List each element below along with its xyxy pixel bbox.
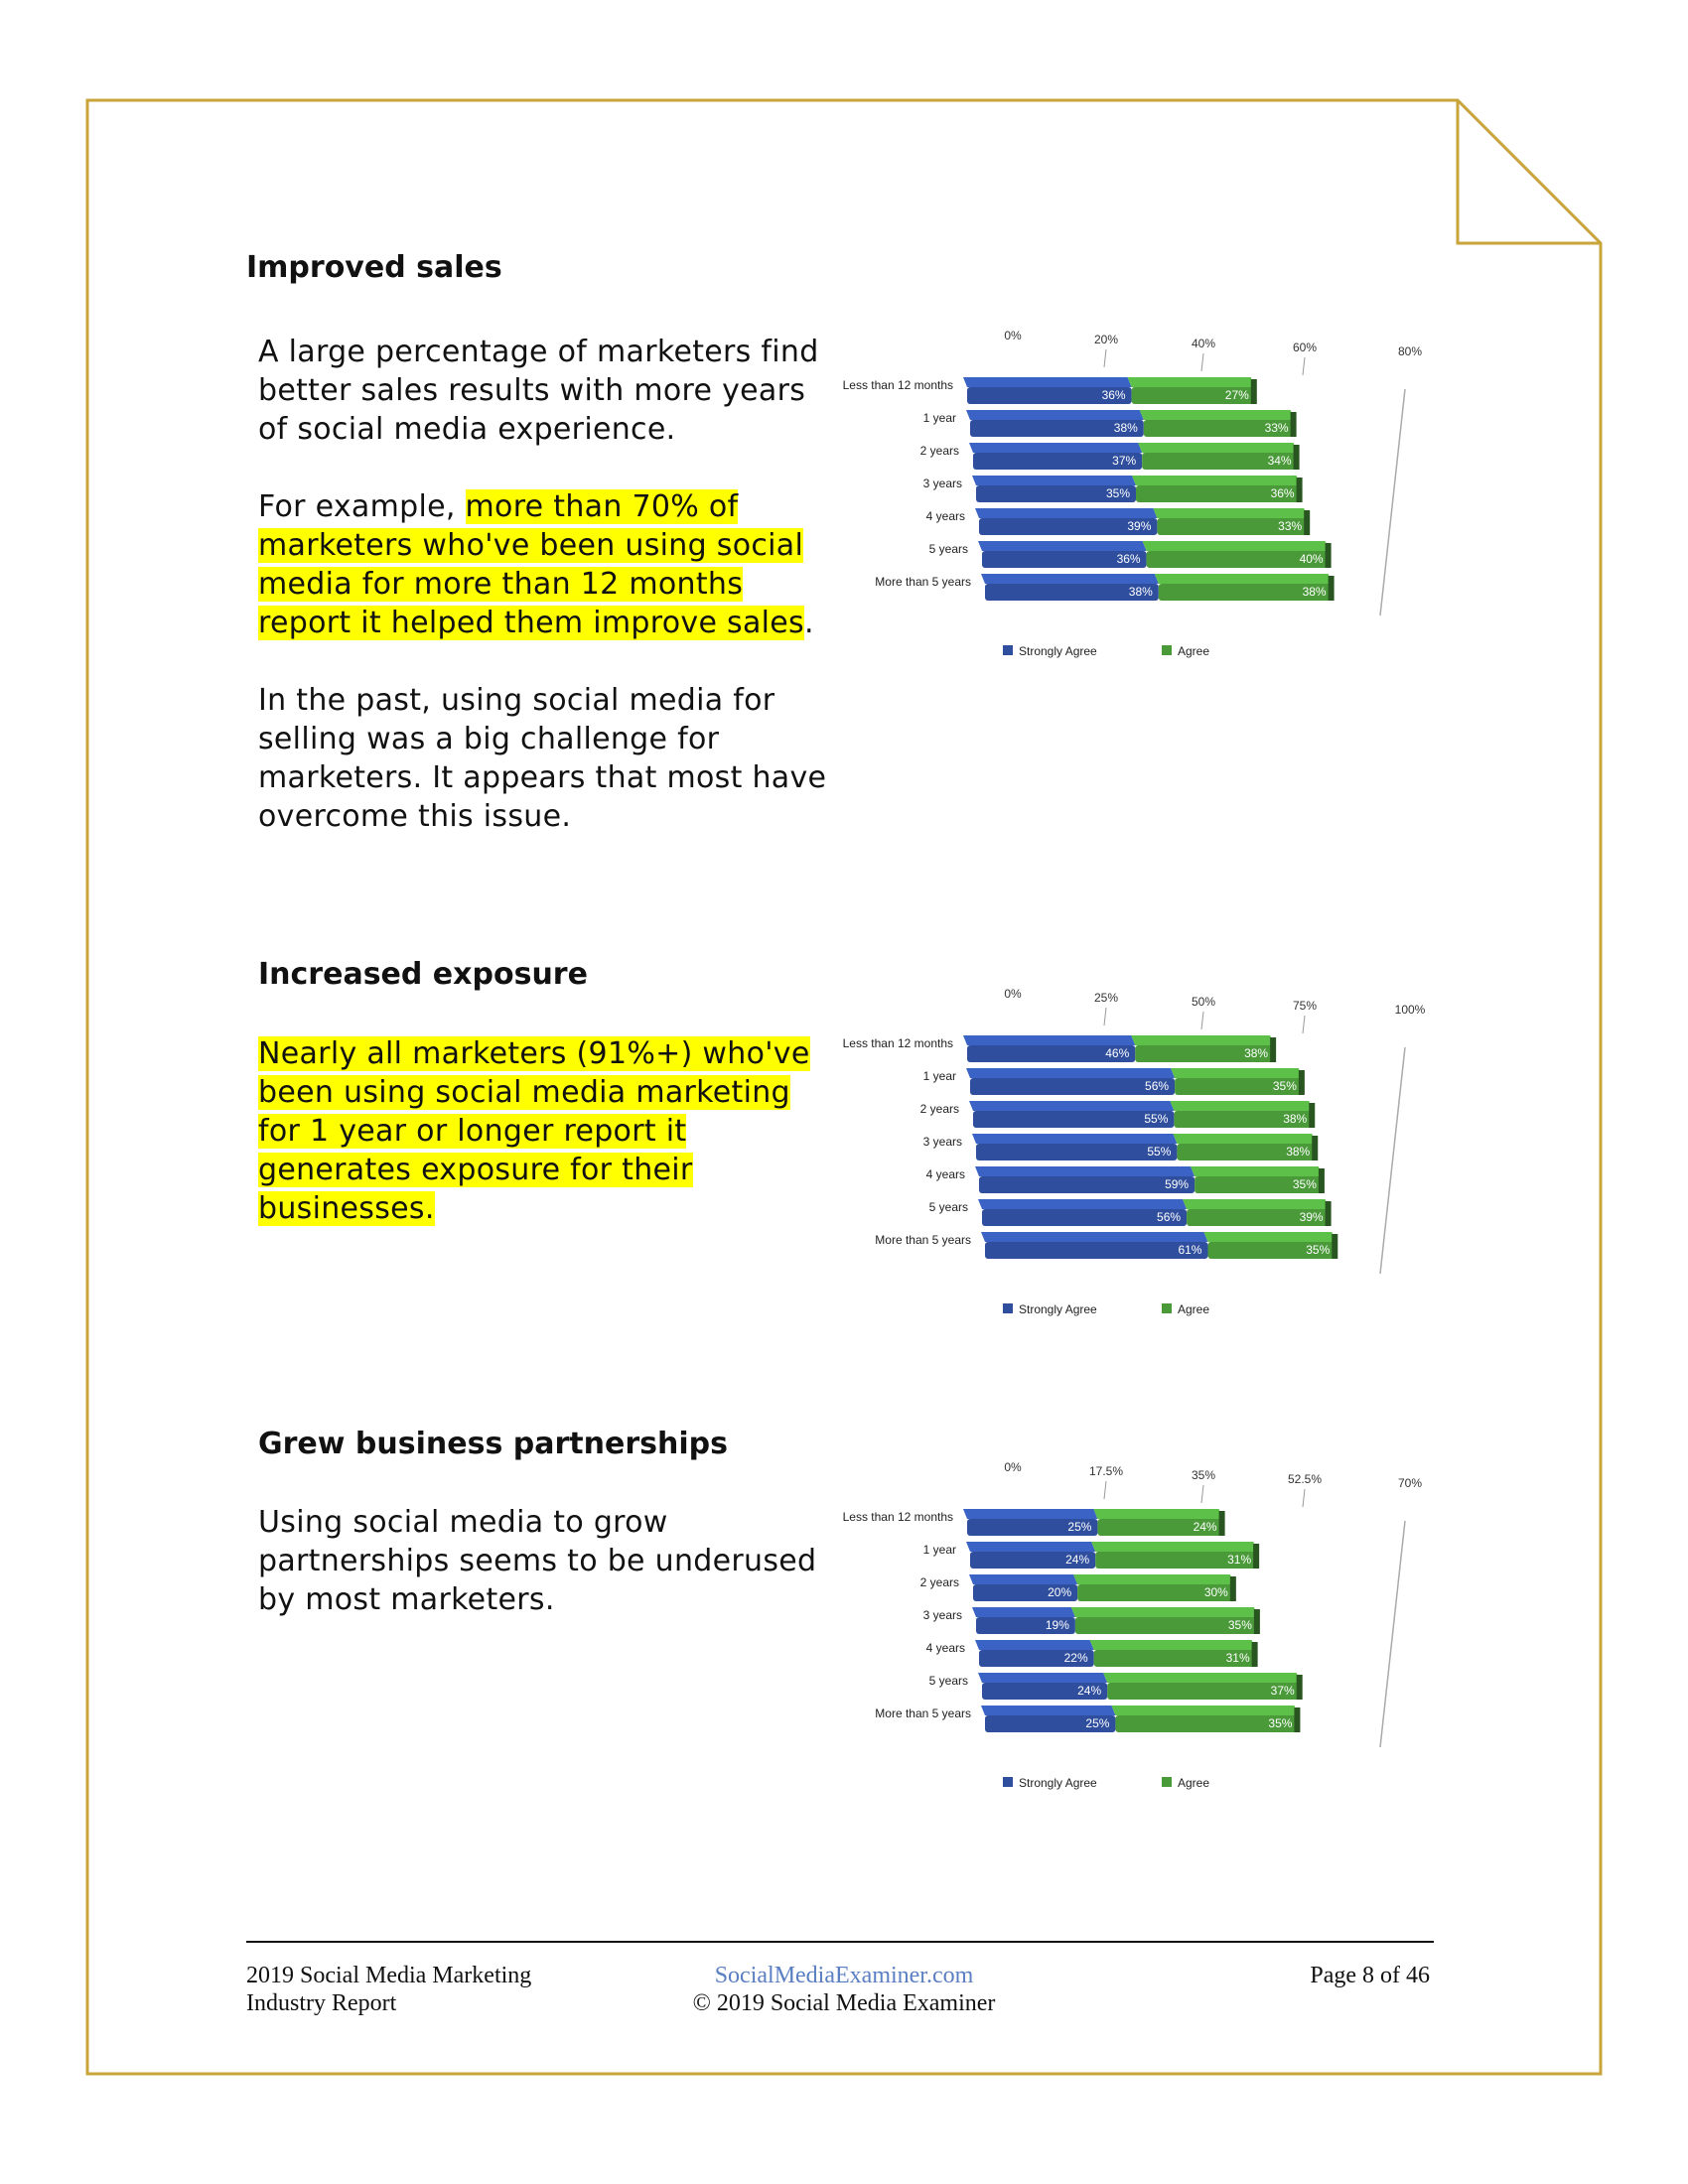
strongly-agree-bar-top	[963, 377, 1132, 387]
axis-gridline	[1201, 1485, 1203, 1503]
category-label: 4 years	[925, 509, 965, 523]
agree-bar-end	[1230, 1576, 1236, 1601]
agree-bar-end	[1309, 1103, 1315, 1128]
axis-tick-label: 0%	[1004, 1460, 1022, 1474]
agree-bar-top	[1203, 1232, 1336, 1242]
legend-label-strongly-agree: Strongly Agree	[1019, 644, 1097, 658]
agree-bar-top	[1170, 1101, 1313, 1111]
agree-bar-end	[1294, 1707, 1300, 1732]
exposure-paragraph	[258, 1034, 834, 1228]
category-label: Less than 12 months	[842, 1510, 953, 1524]
agree-bar-top	[1171, 1068, 1303, 1078]
data-label-strongly-agree: 46%	[1105, 1046, 1130, 1060]
agree-bar-end	[1294, 445, 1300, 470]
data-label-strongly-agree: 38%	[1113, 421, 1138, 435]
strongly-agree-bar-top	[978, 1673, 1107, 1683]
data-label-agree: 35%	[1306, 1243, 1331, 1257]
sales-chart	[814, 328, 1430, 675]
section-heading-improved-sales: Improved sales	[246, 250, 502, 285]
axis-tick-label: 70%	[1397, 1476, 1423, 1490]
category-label: 5 years	[928, 1674, 968, 1688]
strongly-agree-bar-top	[978, 1199, 1187, 1209]
category-label: 1 year	[922, 411, 956, 425]
agree-bar-end	[1312, 1136, 1318, 1160]
axis-tick-label: 100%	[1394, 1003, 1426, 1017]
sales-paragraph-2-suffix: .	[804, 606, 814, 640]
data-label-strongly-agree: 56%	[1145, 1079, 1170, 1093]
agree-bar-top	[1191, 1166, 1323, 1176]
category-label: 2 years	[919, 1102, 959, 1116]
strongly-agree-bar-top	[966, 1542, 1095, 1552]
agree-bar-top	[1128, 377, 1255, 387]
agree-bar-top	[1111, 1706, 1298, 1715]
agree-bar-end	[1304, 510, 1310, 535]
agree-bar-end	[1297, 1675, 1303, 1700]
data-label-strongly-agree: 25%	[1085, 1716, 1110, 1730]
agree-bar-end	[1319, 1168, 1325, 1193]
legend-label-strongly-agree: Strongly Agree	[1019, 1776, 1097, 1790]
axis-tick-label: 75%	[1292, 999, 1318, 1013]
data-label-agree: 31%	[1227, 1553, 1252, 1567]
data-label-strongly-agree: 61%	[1178, 1243, 1202, 1257]
data-label-agree: 38%	[1244, 1046, 1269, 1060]
data-label-strongly-agree: 24%	[1065, 1553, 1090, 1567]
legend-label-agree: Agree	[1178, 1302, 1210, 1316]
section-heading-increased-exposure: Increased exposure	[258, 957, 588, 992]
category-label: 4 years	[925, 1167, 965, 1181]
data-label-strongly-agree: 25%	[1067, 1520, 1092, 1534]
footer-page-number: Page 8 of 46	[1310, 1963, 1430, 1988]
agree-bar-end	[1299, 1070, 1305, 1095]
strongly-agree-bar-top	[981, 574, 1159, 584]
axis-tick-label: 40%	[1191, 337, 1216, 350]
agree-bar-top	[1131, 1035, 1274, 1045]
axis-tick-label: 60%	[1292, 341, 1318, 354]
agree-bar-top	[1138, 443, 1297, 453]
data-label-strongly-agree: 24%	[1077, 1684, 1102, 1698]
data-label-agree: 33%	[1278, 519, 1303, 533]
legend-label-agree: Agree	[1178, 644, 1210, 658]
strongly-agree-bar-top	[978, 541, 1147, 551]
agree-bar-end	[1270, 1037, 1276, 1062]
agree-bar-top	[1143, 541, 1330, 551]
data-label-agree: 38%	[1283, 1112, 1308, 1126]
axis-tick-label: 25%	[1093, 991, 1119, 1005]
footer-report-title	[246, 1962, 531, 2017]
category-label: Less than 12 months	[842, 1036, 953, 1050]
agree-bar-top	[1132, 476, 1301, 485]
data-label-strongly-agree: 55%	[1147, 1145, 1172, 1159]
category-label: 1 year	[922, 1543, 956, 1557]
category-label: 3 years	[922, 1608, 962, 1622]
data-label-agree: 37%	[1270, 1684, 1295, 1698]
axis-gridline	[1303, 1489, 1305, 1507]
sales-paragraph-1: A large percentage of marketers find better sales results with more years of social media experience.	[258, 335, 819, 447]
data-label-strongly-agree: 37%	[1112, 454, 1137, 468]
legend-swatch-strongly-agree	[1003, 1303, 1013, 1313]
data-label-strongly-agree: 22%	[1063, 1651, 1088, 1665]
category-label: 2 years	[919, 1575, 959, 1589]
agree-bar-end	[1219, 1511, 1225, 1536]
data-label-agree: 36%	[1270, 486, 1295, 500]
exposure-highlight: Nearly all marketers (91%+) who've been using social media marketing for 1 year or longer report it generates exposure for their businesses.	[258, 1036, 810, 1226]
agree-bar-top	[1140, 410, 1295, 420]
strongly-agree-bar	[985, 1242, 1207, 1259]
legend-swatch-agree	[1162, 1303, 1172, 1313]
sales-paragraph-2-prefix: For example,	[258, 489, 466, 524]
strongly-agree-bar-top	[966, 410, 1144, 420]
data-label-agree: 24%	[1193, 1520, 1217, 1534]
data-label-agree: 38%	[1302, 585, 1327, 599]
agree-bar-top	[1153, 508, 1308, 518]
exposure-chart	[814, 986, 1430, 1333]
agree-bar-end	[1252, 1642, 1258, 1667]
data-label-agree: 35%	[1292, 1177, 1317, 1191]
strongly-agree-bar-top	[969, 1101, 1174, 1111]
agree-bar-top	[1091, 1542, 1257, 1552]
legend-swatch-agree	[1162, 645, 1172, 655]
strongly-agree-bar-top	[981, 1706, 1115, 1715]
data-label-strongly-agree: 35%	[1105, 486, 1130, 500]
partnerships-chart	[814, 1459, 1430, 1807]
data-label-agree: 40%	[1299, 552, 1324, 566]
axis-gridline	[1201, 1012, 1203, 1029]
partnerships-paragraph: Using social media to grow partnerships seems to be underused by most marketers.	[258, 1505, 817, 1617]
data-label-agree: 27%	[1224, 388, 1249, 402]
folded-corner	[1458, 100, 1601, 243]
strongly-agree-bar-top	[975, 1640, 1094, 1650]
category-label: More than 5 years	[875, 575, 971, 589]
strongly-agree-bar-top	[969, 443, 1142, 453]
axis-tick-label: 80%	[1397, 344, 1423, 358]
footer-title-line-1: 2019 Social Media Marketing	[246, 1963, 532, 1988]
axis-gridline	[1303, 357, 1305, 375]
agree-bar-end	[1326, 1201, 1332, 1226]
axis-gridline	[1104, 1481, 1106, 1499]
agree-bar-end	[1253, 1544, 1259, 1569]
data-label-agree: 39%	[1299, 1210, 1324, 1224]
agree-bar-top	[1071, 1607, 1258, 1617]
data-label-strongly-agree: 19%	[1045, 1618, 1069, 1632]
axis-line	[1380, 1521, 1405, 1747]
agree-bar-end	[1254, 1609, 1260, 1634]
agree-bar-end	[1326, 543, 1332, 568]
data-label-strongly-agree: 36%	[1116, 552, 1141, 566]
agree-bar-top	[1090, 1640, 1256, 1650]
strongly-agree-bar-top	[981, 1232, 1207, 1242]
category-label: More than 5 years	[875, 1233, 971, 1247]
sales-paragraph-3: In the past, using social media for selling was a big challenge for marketers. It appears that most have overcome this issue.	[258, 683, 827, 834]
footer-copyright: © 2019 Social Media Examiner	[692, 1990, 996, 2016]
legend-swatch-agree	[1162, 1777, 1172, 1787]
legend-swatch-strongly-agree	[1003, 645, 1013, 655]
axis-tick-label: 35%	[1191, 1468, 1216, 1482]
data-label-agree: 35%	[1227, 1618, 1252, 1632]
agree-bar-top	[1155, 574, 1333, 584]
agree-bar-end	[1297, 478, 1303, 502]
agree-bar-end	[1329, 576, 1335, 601]
axis-tick-label: 0%	[1004, 329, 1022, 342]
agree-bar-top	[1073, 1574, 1234, 1584]
strongly-agree-bar-top	[969, 1574, 1077, 1584]
category-label: 2 years	[919, 444, 959, 458]
data-label-strongly-agree: 55%	[1144, 1112, 1169, 1126]
category-label: 5 years	[928, 542, 968, 556]
agree-bar-end	[1291, 412, 1297, 437]
agree-bar-top	[1173, 1134, 1316, 1144]
strongly-agree-bar-top	[975, 1166, 1195, 1176]
data-label-agree: 34%	[1267, 454, 1292, 468]
sales-highlight: more than 70% of marketers who've been using social media for more than 12 months report it helped them improve sales	[258, 489, 804, 640]
axis-gridline	[1104, 1008, 1106, 1025]
strongly-agree-bar-top	[975, 508, 1157, 518]
category-label: Less than 12 months	[842, 378, 953, 392]
axis-gridline	[1201, 353, 1203, 371]
data-label-agree: 30%	[1203, 1585, 1228, 1599]
legend-label-agree: Agree	[1178, 1776, 1210, 1790]
strongly-agree-bar	[979, 1176, 1195, 1193]
data-label-strongly-agree: 38%	[1128, 585, 1153, 599]
strongly-agree-bar-top	[963, 1509, 1097, 1519]
category-label: 5 years	[928, 1200, 968, 1214]
strongly-agree-bar-top	[963, 1035, 1135, 1045]
footer-title-line-2: Industry Report	[246, 1990, 397, 2016]
section-heading-business-partnerships: Grew business partnerships	[258, 1427, 728, 1461]
data-label-strongly-agree: 36%	[1101, 388, 1126, 402]
data-label-strongly-agree: 56%	[1157, 1210, 1182, 1224]
data-label-strongly-agree: 20%	[1048, 1585, 1072, 1599]
legend-label-strongly-agree: Strongly Agree	[1019, 1302, 1097, 1316]
data-label-agree: 33%	[1264, 421, 1289, 435]
agree-bar-top	[1103, 1673, 1301, 1683]
category-label: More than 5 years	[875, 1706, 971, 1720]
axis-tick-label: 20%	[1093, 333, 1119, 346]
axis-gridline	[1303, 1016, 1305, 1033]
category-label: 1 year	[922, 1069, 956, 1083]
axis-tick-label: 0%	[1004, 987, 1022, 1001]
data-label-strongly-agree: 39%	[1127, 519, 1152, 533]
strongly-agree-bar-top	[972, 1134, 1177, 1144]
agree-bar-end	[1251, 379, 1257, 404]
agree-bar-top	[1183, 1199, 1330, 1209]
agree-bar-top	[1093, 1509, 1222, 1519]
data-label-agree: 38%	[1286, 1145, 1311, 1159]
data-label-agree: 31%	[1225, 1651, 1250, 1665]
footer-rule	[246, 1941, 1434, 1943]
strongly-agree-bar-top	[966, 1068, 1175, 1078]
data-label-agree: 35%	[1268, 1716, 1293, 1730]
footer-center	[645, 1962, 1043, 2017]
category-label: 3 years	[922, 1135, 962, 1149]
legend-swatch-strongly-agree	[1003, 1777, 1013, 1787]
axis-line	[1380, 389, 1405, 615]
data-label-strongly-agree: 59%	[1165, 1177, 1190, 1191]
sales-paragraph-2	[258, 487, 834, 642]
strongly-agree-bar-top	[972, 1607, 1075, 1617]
axis-gridline	[1104, 349, 1106, 367]
data-label-agree: 35%	[1272, 1079, 1297, 1093]
category-label: 4 years	[925, 1641, 965, 1655]
axis-tick-label: 52.5%	[1287, 1472, 1323, 1486]
axis-line	[1380, 1047, 1405, 1274]
axis-tick-label: 17.5%	[1088, 1464, 1124, 1478]
axis-tick-label: 50%	[1191, 995, 1216, 1009]
strongly-agree-bar-top	[972, 476, 1136, 485]
category-label: 3 years	[922, 477, 962, 490]
agree-bar-end	[1332, 1234, 1337, 1259]
footer-site-link[interactable]: SocialMediaExaminer.com	[714, 1963, 974, 1988]
